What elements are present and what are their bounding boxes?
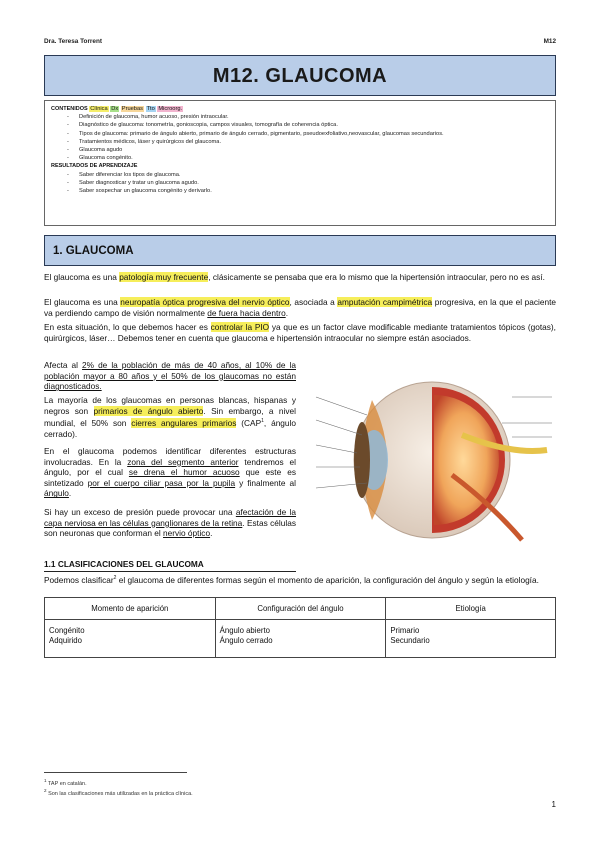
highlight: controlar la PIO [210, 322, 270, 332]
footnote-1: $^1$ TAP en catalán. [44, 778, 87, 787]
table-cell: Congénito Adquirido [45, 620, 216, 658]
list-item: - Saber diagnosticar y tratar un glaucoma agudo. [69, 179, 549, 187]
classification-table [44, 597, 556, 658]
page-number: 1 [551, 800, 556, 809]
list-item: - Diagnóstico de glaucoma: tonometría, gonioscopia, campos visuales, tomografía de coherencia óptica. [69, 121, 549, 129]
footnote-divider [44, 772, 187, 773]
highlight: primarios de ángulo abierto [93, 405, 204, 416]
contents-tags [89, 106, 183, 112]
paragraph-6: En el glaucoma podemos identificar diferentes estructuras involucradas. En la zona del segmento anterior tendremos el ángulo, por el cual se drena el humor acuoso que este es sintetizado por el cuerpo ciliar pasa por la pupila y finalmente al ángulo. [44, 446, 296, 499]
content-tag: Pruebas [121, 106, 143, 112]
list-item: - Glaucoma agudo [69, 146, 549, 154]
results-label: RESULTADOS DE APRENDIZAJE [51, 163, 138, 170]
underline: de fuera hacia dentro [207, 307, 286, 318]
highlight: patología muy frecuente [119, 272, 209, 282]
highlight: cierres angulares primarios [131, 417, 237, 428]
list-item: - Tipos de glaucoma: primario de ángulo abierto, primario de ángulo cerrado, pigmentario, pseudoexfoliativo,neovascular, glaucomas secundarios. [69, 130, 549, 138]
contents-label: CONTENIDOS [51, 106, 88, 112]
table-header: Etiología [386, 598, 556, 620]
paragraph-2: El glaucoma es una neuropatía óptica progresiva del nervio óptico, asociada a amputación campimétrica progresiva, en la que el paciente va perdiendo campo de visión normalmente de fuera hacia dentro. [44, 297, 557, 318]
page-title: M12. GLAUCOMA [212, 65, 388, 87]
eye-anatomy-illustration [312, 375, 558, 550]
title-banner [44, 55, 556, 96]
table-header-row [45, 598, 556, 620]
subsection-title: 1.1 CLASIFICACIONES DEL GLAUCOMA [44, 559, 296, 572]
section-heading [44, 235, 556, 266]
header-code: M12 [543, 38, 556, 45]
subsection-intro: Podemos clasificar$^2$ el glaucoma de diferentes formas según el momento de aparición, la configuración del ángulo y según la etiología. [44, 574, 539, 585]
paragraph-3: En esta situación, lo que debemos hacer es controlar la PIO ya que es un factor clave modificable mediante tratamientos tópicos (gotas), quirúrgicos, láser… Debemos tener en cuenta que glaucoma e hipertensión intraocular no siempre están asociados. [44, 322, 556, 343]
table-header: Momento de aparición [45, 598, 216, 620]
content-tag: Clínica [90, 106, 108, 112]
table-header: Configuración del ángulo [215, 598, 386, 620]
list-item: - Saber sospechar un glaucoma congénito y derivarlo. [69, 187, 549, 195]
contents-box [44, 100, 556, 226]
table-cell: Primario Secundario [386, 620, 556, 658]
underline: 2% de la población de más de 40 años, al 10% de la población mayor a 80 años y el 50% de los glaucomas no están diagnosticados. [44, 360, 296, 392]
content-tag: Dx [111, 106, 119, 112]
table-row [45, 620, 556, 658]
paragraph-7: Si hay un exceso de presión puede provocar una afectación de la capa nerviosa en las células ganglionares de la retina. Estas células son neuronas que conforman el nervio óptico. [44, 507, 297, 539]
section-title: 1. GLAUCOMA [53, 245, 134, 257]
highlight: amputación campimétrica [337, 297, 433, 307]
contents-list [51, 113, 549, 162]
content-tag: Tto [146, 106, 155, 112]
header-author: Dra. Teresa Torrent [44, 38, 103, 45]
paragraph-4: Afecta al 2% de la población de más de 40 años, al 10% de la población mayor a 80 años y el 50% de los glaucomas no están diagnosticados. [44, 360, 296, 392]
results-list [51, 171, 549, 196]
content-tag: Microorg. [158, 106, 183, 112]
footnote-2: $^2$ Son las clasificaciones más utilizadas en la práctica clínica. [44, 788, 193, 797]
highlight: neuropatía óptica progresiva del nervio óptico [120, 297, 290, 307]
table-cell: Ángulo abierto Ángulo cerrado [215, 620, 386, 658]
list-item: - Glaucoma congénito. [69, 154, 549, 162]
list-item: - Saber diferenciar los tipos de glaucoma. [69, 171, 549, 179]
paragraph-1: El glaucoma es una patología muy frecuente, clásicamente se pensaba que era lo mismo que la hipertensión intraocular, pero no es así. [44, 272, 545, 282]
list-item: - Definición de glaucoma, humor acuoso, presión intraocular. [69, 113, 549, 121]
paragraph-5: La mayoría de los glaucomas en personas blancas, hispanas y negros son primarios de ángulo abierto. Sin embargo, a nivel mundial, el 50% son cierres angulares primarios (CAP$^1$, ángulo cerrado). [44, 395, 296, 439]
list-item: - Tratamientos médicos, láser y quirúrgicos del glaucoma. [69, 138, 549, 146]
contents-header [51, 105, 549, 113]
